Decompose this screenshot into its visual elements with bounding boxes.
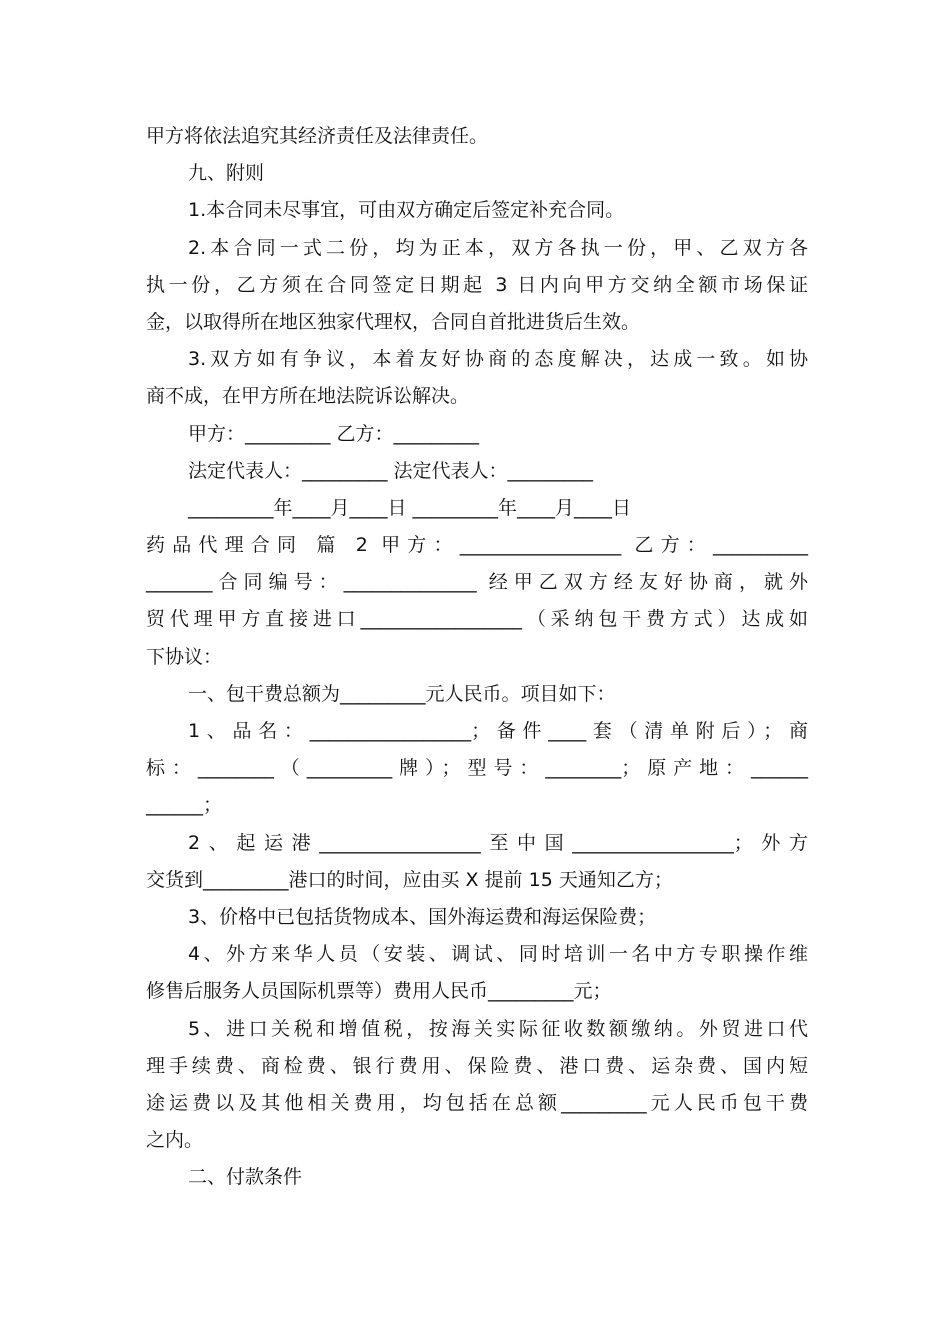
paragraph-line: 4、外方来华人员（安装、调试、同时培训一名中方专职操作维	[188, 943, 808, 966]
paragraph-line: 下协议：	[146, 645, 223, 668]
paragraph-line: 药品代理合同 篇 2 甲方：_________________ 乙方：__________	[146, 534, 808, 557]
paragraph-line: 之内。	[146, 1129, 204, 1152]
section-heading: 九、附则	[188, 162, 265, 185]
paragraph-line: 5、进口关税和增值税，按海关实际征收数额缴纳。外贸进口代	[188, 1017, 808, 1040]
paragraph-line: 甲方将依法追究其经济责任及法律责任。	[146, 125, 489, 147]
paragraph-line: 途运费以及其他相关费用，均包括在总额_________元人民币包干费	[146, 1091, 808, 1114]
paragraph-line: 交货到_________港口的时间，应由买 X 提前 15 天通知乙方；	[146, 868, 673, 891]
section-heading: 二、付款条件	[188, 1166, 303, 1189]
document-page	[146, 118, 808, 1196]
paragraph-line: 3.双方如有争议，本着友好协商的态度解决，达成一致。如协	[188, 348, 808, 371]
paragraph-line: 理手续费、商检费、银行费用、保险费、港口费、运杂费、国内短	[146, 1054, 808, 1077]
paragraph-line: 金，以取得所在地区独家代理权，合同自首批进货后生效。	[146, 310, 641, 333]
paragraph-line: 2.本合同一式二份，均为正本，双方各执一份，甲、乙双方各	[188, 236, 808, 259]
section-heading: 一、包干费总额为_________元人民币。项目如下：	[188, 682, 616, 705]
paragraph-line: 标：________（_________牌）；型号：________；原产地：______	[146, 757, 808, 780]
paragraph-line: 贸代理甲方直接进口_________________（采纳包干费方式）达成如	[146, 608, 808, 631]
paragraph-line: 商不成，在甲方所在地法院诉讼解决。	[146, 385, 470, 408]
paragraph-line: 2、起运港_________________至中国_________________；外方	[188, 831, 808, 854]
paragraph-line: 执一份，乙方须在合同签定日期起 3 日内向甲方交纳全额市场保证	[146, 273, 808, 296]
paragraph-line: 修售后服务人员国际机票等）费用人民币_________元；	[146, 980, 612, 1003]
signature-line: 法定代表人：_________ 法定代表人：_________	[188, 459, 594, 482]
paragraph-line: 1、品名：_________________；备件____套（清单附后）；商	[188, 720, 808, 742]
paragraph-line: _______合同编号：______________ 经甲乙双方经友好协商，就外	[146, 571, 808, 594]
paragraph-line: 3、价格中已包括货物成本、国外海运费和海运保险费；	[188, 905, 657, 928]
paragraph-line: ______；	[146, 794, 223, 817]
signature-line: 甲方：_________ 乙方：_________	[188, 422, 480, 445]
date-line: _________年____月____日 _________年____月____日	[188, 496, 632, 519]
paragraph-line: 1.本合同未尽事宜，可由双方确定后签定补充合同。	[188, 199, 625, 222]
